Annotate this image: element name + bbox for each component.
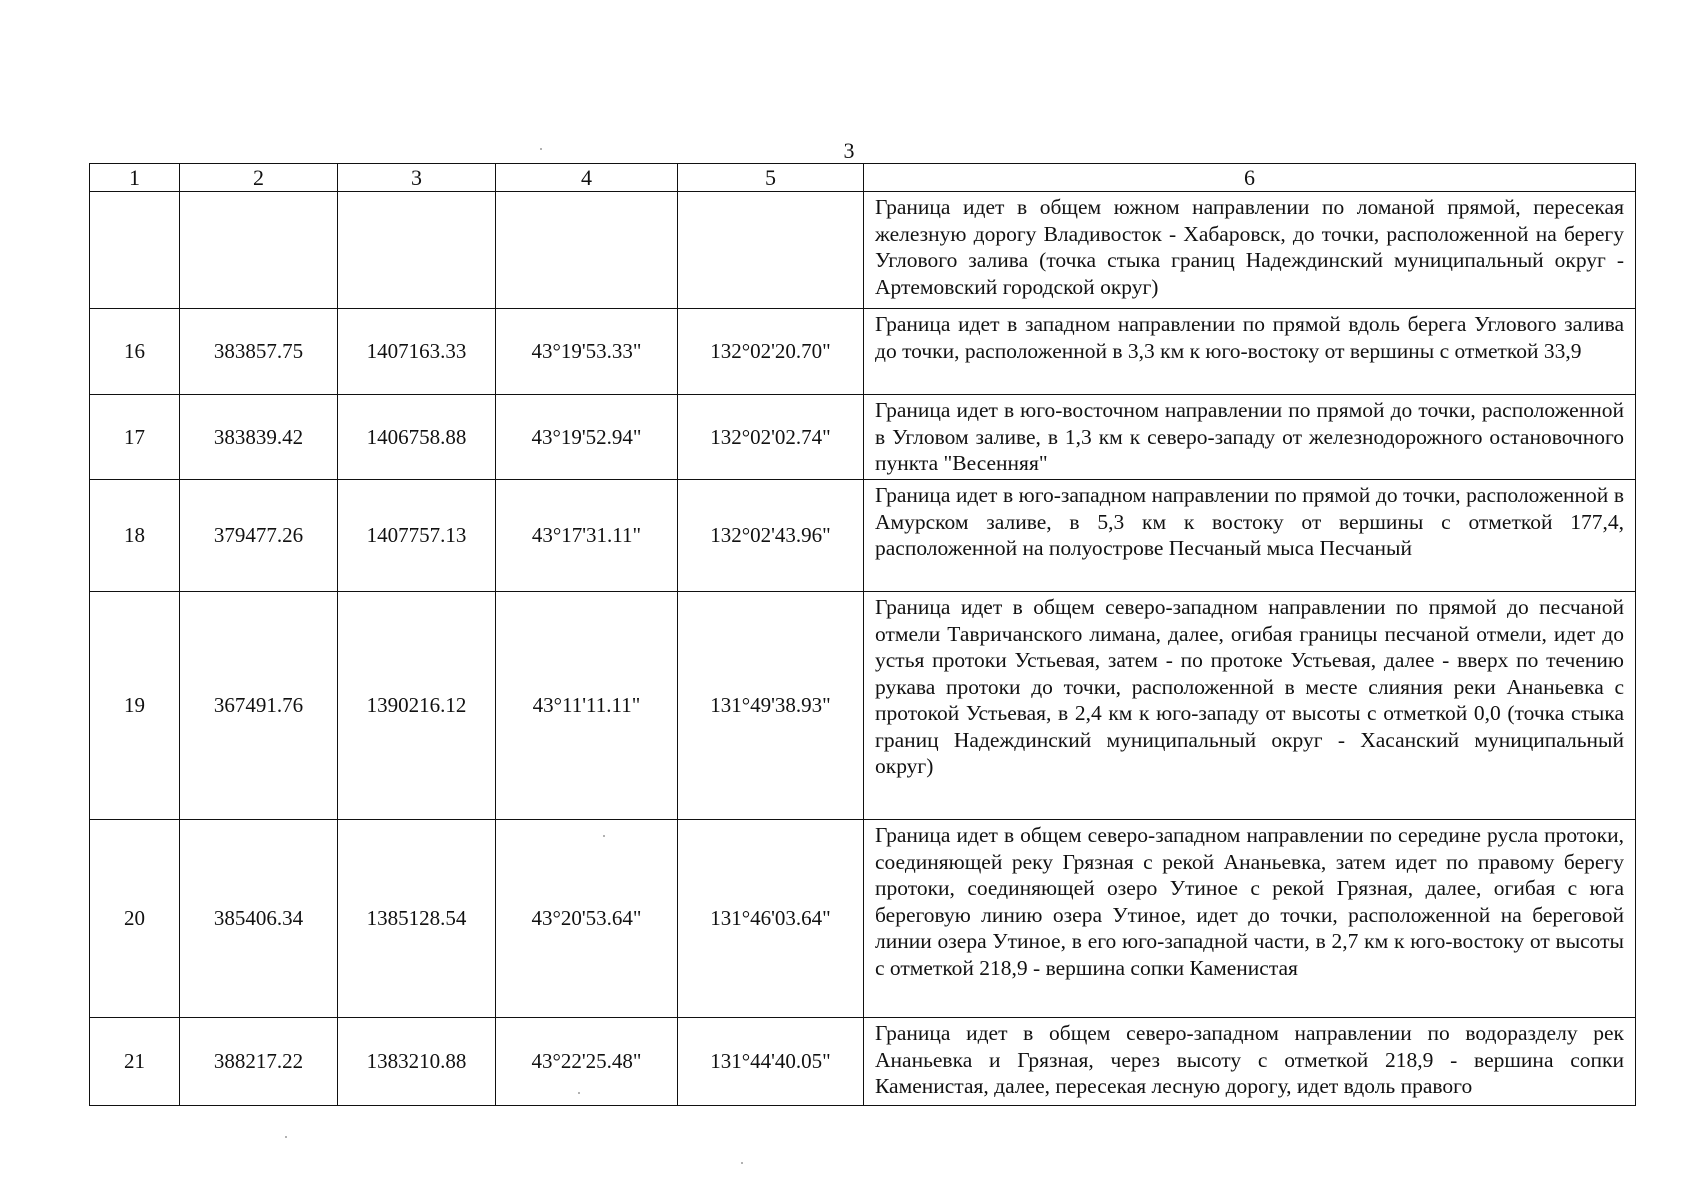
latitude-cell: 43°20'53.64" [496,820,678,1018]
x-coordinate-cell: 383857.75 [180,309,338,395]
scan-speck [578,1092,580,1094]
scan-speck [603,835,605,837]
x-coordinate-cell: 379477.26 [180,480,338,592]
latitude-cell: 43°11'11.11" [496,592,678,820]
scan-speck [741,1162,743,1164]
point-number-cell: 19 [90,592,180,820]
x-coordinate-cell [180,192,338,309]
table-row [90,309,1636,395]
x-coordinate-cell: 388217.22 [180,1018,338,1106]
boundary-description-cell: Граница идет в общем северо-западном направлении по водоразделу рек Ананьевка и Грязная, через высоту с отметкой 218,9 - вершина сопки Каменистая, далее, пересекая лесную дорогу, идет вдоль правого [864,1018,1636,1106]
point-number-cell: 16 [90,309,180,395]
column-header: 5 [678,164,864,192]
y-coordinate-cell [338,192,496,309]
x-coordinate-cell: 367491.76 [180,592,338,820]
table-row [90,820,1636,1018]
point-number-cell: 21 [90,1018,180,1106]
column-header: 6 [864,164,1636,192]
y-coordinate-cell: 1406758.88 [338,395,496,480]
boundary-description-cell: Граница идет в юго-восточном направлении по прямой до точки, расположенной в Угловом заливе, в 1,3 км к северо-западу от железнодорожного остановочного пункта "Весенняя" [864,395,1636,480]
boundary-description-cell: Граница идет в общем северо-западном направлении по прямой до песчаной отмели Тавричанского лимана, далее, огибая границы песчаной отмели, идет до устья протоки Устьевая, затем - по протоке Устьевая, далее - вверх по течению рукава протоки до точки, расположенной в месте слияния реки Ананьевка с протокой Устьевая, в 2,4 км к юго-западу от высоты с отметкой 0,0 (точка стыка границ Надеждинский муниципальный округ - Хасанский муниципальный округ) [864,592,1636,820]
point-number-cell: 17 [90,395,180,480]
longitude-cell [678,192,864,309]
page-number: 3 [843,138,855,163]
scan-speck [285,1136,287,1138]
column-header: 4 [496,164,678,192]
latitude-cell: 43°19'53.33" [496,309,678,395]
x-coordinate-cell: 383839.42 [180,395,338,480]
latitude-cell: 43°19'52.94" [496,395,678,480]
longitude-cell: 131°44'40.05" [678,1018,864,1106]
column-header: 2 [180,164,338,192]
table-row [90,480,1636,592]
longitude-cell: 132°02'20.70" [678,309,864,395]
latitude-cell: 43°17'31.11" [496,480,678,592]
longitude-cell: 132°02'02.74" [678,395,864,480]
table-row [90,395,1636,480]
y-coordinate-cell: 1385128.54 [338,820,496,1018]
boundary-coordinates-table [89,163,1636,1106]
longitude-cell: 132°02'43.96" [678,480,864,592]
scan-speck [540,148,542,150]
y-coordinate-cell: 1407163.33 [338,309,496,395]
y-coordinate-cell: 1407757.13 [338,480,496,592]
x-coordinate-cell: 385406.34 [180,820,338,1018]
latitude-cell [496,192,678,309]
column-header: 3 [338,164,496,192]
table-header-row [90,164,1636,192]
point-number-cell [90,192,180,309]
y-coordinate-cell: 1383210.88 [338,1018,496,1106]
boundary-description-cell: Граница идет в западном направлении по прямой вдоль берега Углового залива до точки, расположенной в 3,3 км к юго-востоку от вершины с отметкой 33,9 [864,309,1636,395]
point-number-cell: 20 [90,820,180,1018]
point-number-cell: 18 [90,480,180,592]
table-row [90,192,1636,309]
column-header: 1 [90,164,180,192]
boundary-description-cell: Граница идет в общем северо-западном направлении по середине русла протоки, соединяющей реку Грязная с рекой Ананьевка, затем идет по правому берегу протоки, соединяющей озеро Утиное с рекой Грязная, далее, огибая с юга береговую линию озера Утиное, идет до точки, расположенной на береговой линии озера Утиное, в его юго-западной части, в 2,7 км к юго-востоку от высоты с отметкой 218,9 - вершина сопки Каменистая [864,820,1636,1018]
boundary-description-cell: Граница идет в юго-западном направлении по прямой до точки, расположенной в Амурском заливе, в 5,3 км к востоку от вершины с отметкой 177,4, расположенной на полуострове Песчаный мыса Песчаный [864,480,1636,592]
longitude-cell: 131°46'03.64" [678,820,864,1018]
table-row [90,592,1636,820]
y-coordinate-cell: 1390216.12 [338,592,496,820]
table-row [90,1018,1636,1106]
latitude-cell: 43°22'25.48" [496,1018,678,1106]
longitude-cell: 131°49'38.93" [678,592,864,820]
boundary-description-cell: Граница идет в общем южном направлении по ломаной прямой, пересекая железную дорогу Владивосток - Хабаровск, до точки, расположенной на берегу Углового залива (точка стыка границ Надеждинский муниципальный округ - Артемовский городской округ) [864,192,1636,309]
